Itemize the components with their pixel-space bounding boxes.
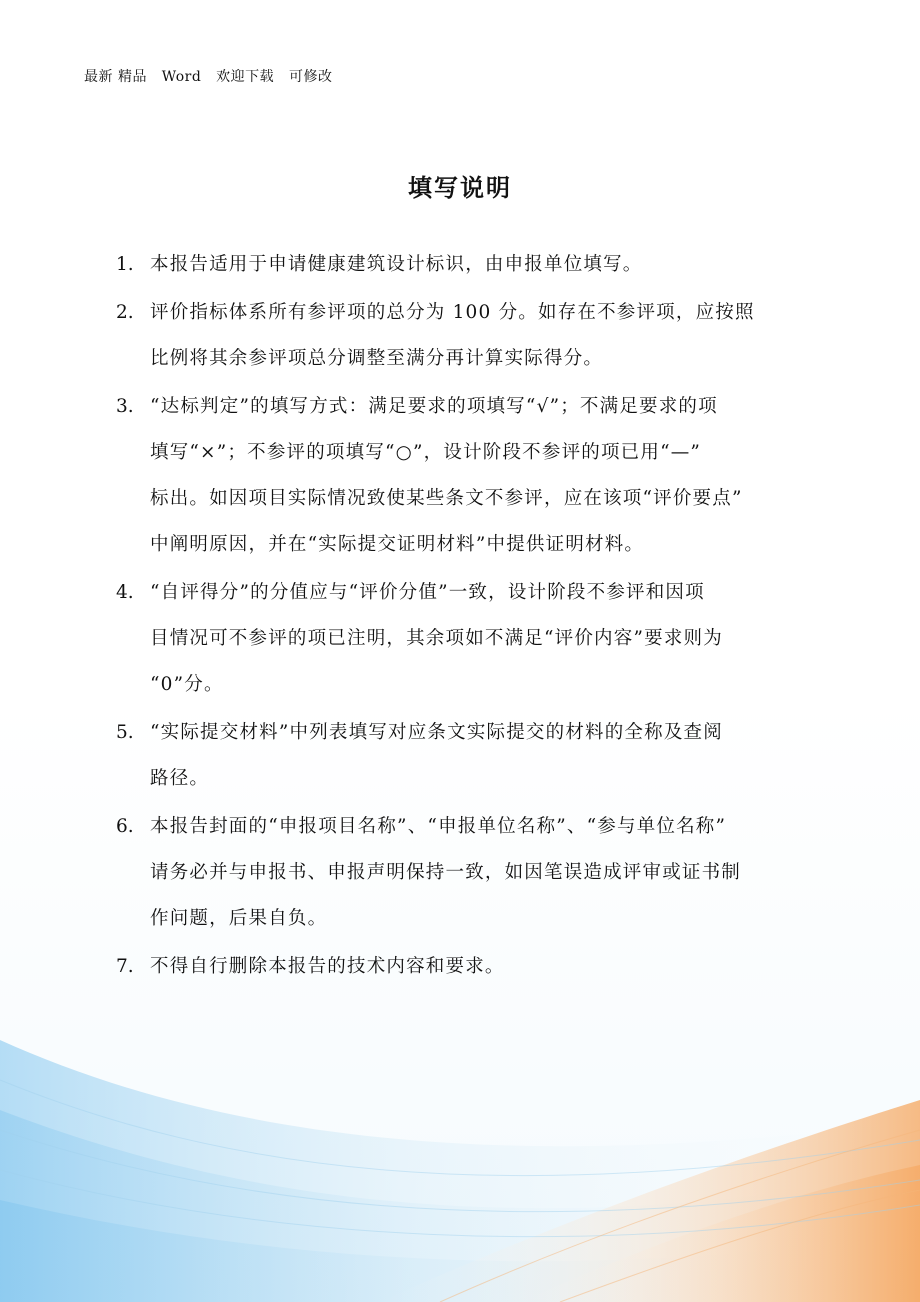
text-line: 本报告适用于申请健康建筑设计标识，由申报单位填写。: [150, 254, 643, 275]
item-text: [150, 944, 816, 990]
text-line: “达标判定”的填写方式：满足要求的项填写“√”；不满足要求的项: [150, 396, 718, 417]
text-line: 不得自行删除本报告的技术内容和要求。: [150, 956, 505, 977]
text-line: 标出。如因项目实际情况致使某些条文不参评，应在该项“评价要点”: [150, 488, 743, 509]
item-number: 1.: [116, 254, 134, 275]
text-line: 目情况可不参评的项已注明，其余项如不满足“评价内容”要求则为: [150, 628, 723, 649]
item-number: 4.: [116, 582, 134, 603]
item-text: [150, 384, 816, 568]
item-number: 5.: [116, 722, 134, 743]
item-text: [150, 242, 816, 288]
text-line: “实际提交材料”中列表填写对应条文实际提交的材料的全称及查阅: [150, 722, 723, 743]
text-line: 评价指标体系所有参评项的总分为 100 分。如存在不参评项，应按照: [150, 302, 755, 323]
text-line: 本报告封面的“申报项目名称”、“申报单位名称”、“参与单位名称”: [150, 816, 727, 837]
item-number: 2.: [116, 302, 134, 323]
item-number: 6.: [116, 816, 134, 837]
page-title: 填写说明: [408, 173, 512, 202]
list-item: [116, 804, 816, 942]
item-number: 7.: [116, 956, 134, 977]
header-note: 最新 精品 Word 欢迎下载 可修改: [84, 69, 333, 85]
list-item: [116, 290, 816, 382]
text-line: 路径。: [150, 768, 210, 789]
item-number: 3.: [116, 396, 134, 417]
text-line: 比例将其余参评项总分调整至满分再计算实际得分。: [150, 348, 604, 369]
list-item: [116, 710, 816, 802]
item-text: [150, 710, 816, 802]
item-text: [150, 570, 816, 708]
instructions-list: [116, 242, 816, 992]
item-text: [150, 804, 816, 942]
list-item: [116, 384, 816, 568]
text-line: 作问题，后果自负。: [150, 908, 328, 929]
text-line: 中阐明原因，并在“实际提交证明材料”中提供证明材料。: [150, 534, 645, 555]
text-line: 请务必并与申报书、申报声明保持一致，如因笔误造成评审或证书制: [150, 862, 742, 883]
text-line: “0”分。: [150, 674, 224, 695]
list-item: [116, 242, 816, 288]
item-text: [150, 290, 816, 382]
list-item: [116, 570, 816, 708]
text-line: 填写“×”；不参评的项填写“○”，设计阶段不参评的项已用“—”: [150, 442, 702, 463]
list-item: [116, 944, 816, 990]
text-line: “自评得分”的分值应与“评价分值”一致，设计阶段不参评和因项: [150, 582, 705, 603]
